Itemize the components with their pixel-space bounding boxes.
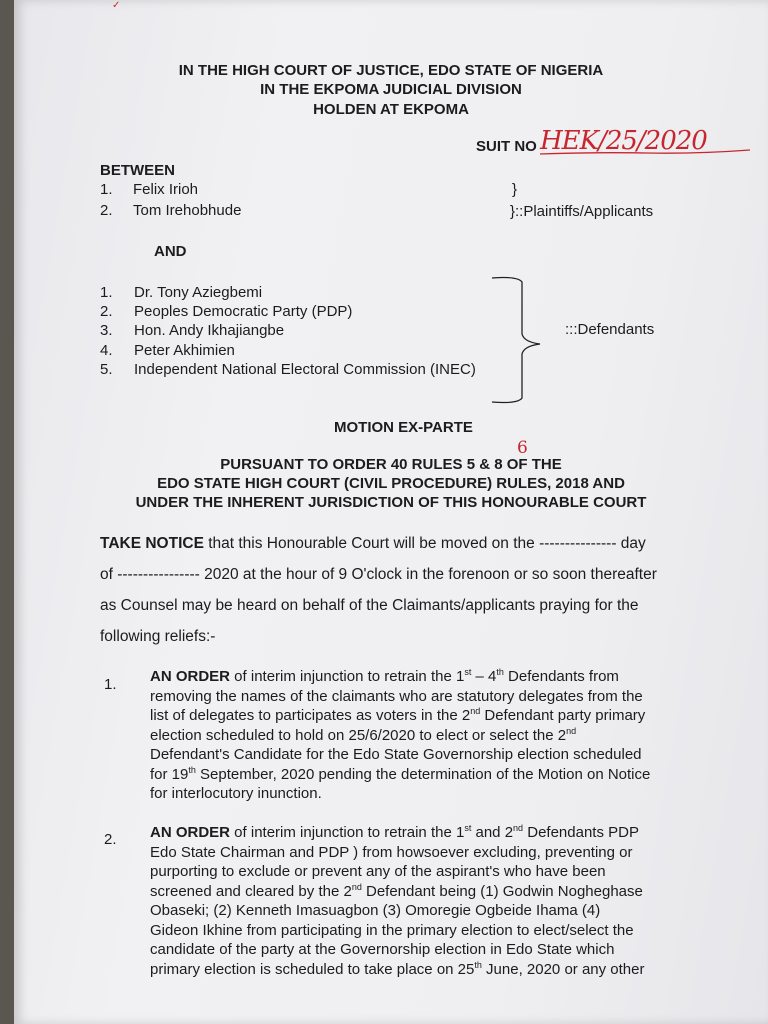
suit-number-handwritten: HEK/25/2020 [540, 126, 707, 156]
plaintiff-2-num: 2. [100, 202, 113, 219]
relief-1-l4: election scheduled to hold on 25/6/2020 to elect or select the 2nd [150, 725, 577, 744]
pursuant-line3: UNDER THE INHERENT JURISDICTION OF THIS HONOURABLE COURT [135, 494, 647, 511]
document-page [14, 0, 768, 1024]
court-title-line2: IN THE EKPOMA JUDICIAL DIVISION [260, 81, 522, 98]
relief-2-l3: purporting to exclude or prevent any of the aspirant's who have been [150, 863, 606, 880]
pursuant-line1: PURSUANT TO ORDER 40 RULES 5 & 8 OF THE [220, 456, 562, 473]
defendant-1-num: 1. [100, 284, 113, 301]
defendant-2-num: 2. [100, 303, 113, 320]
defendant-4-name: Peter Akhimien [134, 342, 235, 359]
relief-2-l5: Obaseki; (2) Kenneth Imasuagbon (3) Omoregie Ogbeide Ihama (4) [150, 902, 601, 919]
relief-1-l6: for 19th September, 2020 pending the determination of the Motion on Notice [150, 764, 651, 783]
handwritten-six: 6 [517, 438, 528, 458]
relief-1-lead: AN ORDER [150, 668, 231, 685]
relief-1-num: 1. [104, 676, 117, 693]
relief-2-num: 2. [104, 831, 117, 848]
court-title-line3: HOLDEN AT EKPOMA [313, 101, 469, 118]
relief-2-lead: AN ORDER [150, 824, 231, 841]
relief-1-l2: removing the names of the claimants who are statutory delegates from the [150, 687, 643, 705]
plaintiffs-brace: } [512, 181, 518, 198]
defendants-bracket [484, 276, 544, 404]
between-label: BETWEEN [100, 162, 175, 179]
defendant-5-num: 5. [100, 361, 113, 378]
defendant-2-name: Peoples Democratic Party (PDP) [134, 303, 353, 320]
relief-2-l7: candidate of the party at the Governorship election in Edo State which [150, 941, 615, 958]
notice-line4: following reliefs:- [100, 628, 216, 645]
notice-paragraph [100, 528, 720, 652]
defendant-4-num: 4. [100, 342, 113, 359]
relief-1-l3: list of delegates to participates as voters in the 2nd Defendant party primary [150, 706, 646, 724]
relief-1-l1: of interim injunction to retrain the 1st – 4th Defendants from [230, 667, 619, 685]
notice-lead: TAKE NOTICE [100, 535, 204, 552]
and-label: AND [154, 243, 187, 260]
relief-2-l4: screened and cleared by the 2nd Defendant being (1) Godwin Nogheghase [150, 881, 643, 900]
suit-number-underline [536, 126, 756, 162]
plaintiff-2-name: Tom Irehobhude [133, 202, 242, 219]
relief-2-l1: of interim injunction to retrain the 1st and 2nd Defendants PDP [230, 823, 639, 841]
relief-2-l8: primary election is scheduled to take place on 25th June, 2020 or any other [150, 959, 645, 978]
notice-line1: that this Honourable Court will be moved on the --------------- day [203, 535, 646, 552]
relief-2-l2: Edo State Chairman and PDP ) from howsoever excluding, preventing or [150, 843, 633, 861]
defendant-5-name: Independent National Electoral Commission (INEC) [134, 361, 476, 378]
relief-2 [150, 823, 722, 979]
relief-1-l7: for interlocutory inunction. [150, 785, 322, 802]
motion-title: MOTION EX-PARTE [334, 419, 473, 436]
pursuant-line2: EDO STATE HIGH COURT (CIVIL PROCEDURE) RULES, 2018 AND [157, 475, 625, 492]
defendant-3-name: Hon. Andy Ikhajiangbe [134, 322, 285, 339]
plaintiffs-role: }::Plaintiffs/Applicants [510, 203, 654, 220]
defendants-role: :::Defendants [565, 321, 655, 338]
suit-number-label: SUIT NO [476, 138, 537, 155]
court-title-line1: IN THE HIGH COURT OF JUSTICE, EDO STATE OF NIGERIA [178, 62, 604, 79]
relief-1 [150, 667, 722, 804]
defendant-1-name: Dr. Tony Aziegbemi [134, 284, 263, 301]
plaintiff-1-num: 1. [100, 181, 113, 198]
red-ink-mark: ✓ [112, 0, 121, 11]
relief-2-l6: Gideon Ikhine from participating in the primary election to elect/select the [150, 921, 634, 939]
plaintiff-1-name: Felix Irioh [133, 181, 199, 198]
relief-1-l5: Defendant's Candidate for the Edo State Governorship election scheduled [150, 746, 642, 763]
notice-line2: of ---------------- 2020 at the hour of 9 O'clock in the forenoon or so soon thereafter [100, 566, 657, 583]
defendant-3-num: 3. [100, 322, 113, 339]
notice-line3: as Counsel may be heard on behalf of the Claimants/applicants praying for the [100, 597, 639, 614]
